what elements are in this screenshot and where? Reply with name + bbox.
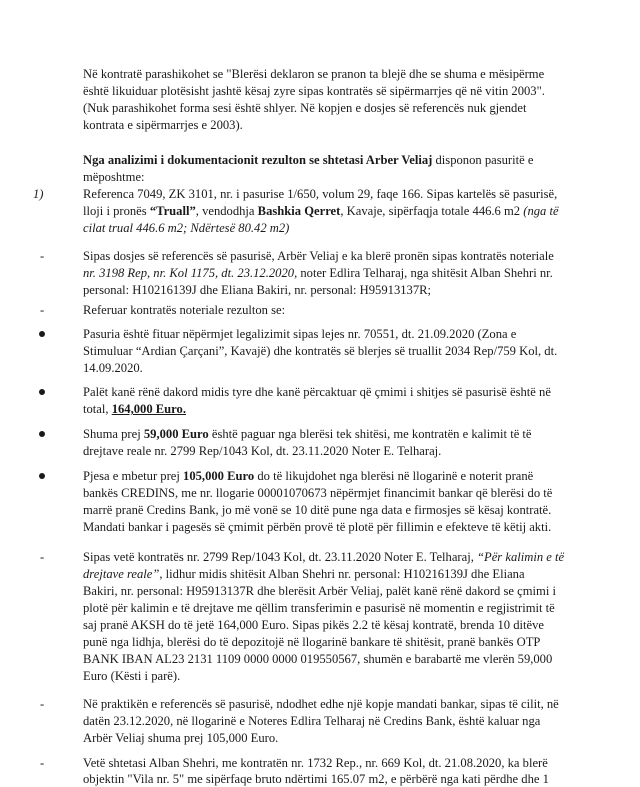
text-line: Në kontratë parashikohet se "Blerësi deklaron se pranon ta blejë dhe se shuma e mësipërme — [83, 67, 545, 81]
bold-text: “Truall” — [149, 204, 196, 218]
text-line: kontrata e sipërmarrjes e 2003). — [83, 118, 243, 132]
text-line: cilat trual 446.6 m2; Ndërtesë 80.42 m2) — [83, 221, 290, 235]
text-span: Shuma prej — [83, 427, 144, 441]
text-line — [83, 152, 533, 168]
text-line: 14.09.2020. — [83, 361, 143, 375]
text-line: BANK IBAN AL23 2131 1109 0000 0000 019550567, shumën e barabartë me vlerën 59,000 — [83, 652, 553, 666]
bold-underlined-text: 164,000 Euro. — [111, 402, 186, 416]
text-line: punë nga lidhja, blerësi do të depozitojë në llogarinë bankare të shitësit, pranë bankës OTP — [83, 635, 541, 649]
italic-text: “Për kalimin e të — [477, 550, 565, 564]
list-marker: - — [40, 249, 45, 263]
text-line: bankës CREDINS, me nr. llogarie 00001070673 nëpërmjet financimit bankar që blerësi do të — [83, 486, 553, 500]
text-span: , noter Edlira Telharaj, nga shitësit Alban Shehri nr. — [294, 266, 553, 280]
text-line: Arbër Veliaj shuma prej 105,000 Euro. — [83, 731, 279, 745]
text-line — [83, 566, 525, 582]
text-span: , Kavaje, sipërfaqja totale 446.6 m2 — [340, 204, 524, 218]
text-line: Në praktikën e referencës së pasurisë, ndodhet edhe një kopje mandati bankar, sipas të cilit, në — [83, 697, 559, 711]
text-line: datën 23.12.2020, në llogarinë e Noteres Edlira Telharaj në Credins Bank, është kaluar nga — [83, 714, 541, 728]
text-span: lloji i pronës — [83, 204, 150, 218]
text-line: plotë për kalimin e të drejtave me qëllim transferimin e pasurisë në momentin e regjistrimit të — [83, 601, 555, 615]
text-line — [83, 401, 186, 417]
bullet-icon — [39, 389, 45, 395]
bullet-icon — [39, 473, 45, 479]
text-span: total, — [83, 402, 112, 416]
bold-text: 105,000 Euro — [183, 469, 255, 483]
text-span: Pjesa e mbetur prej — [83, 469, 184, 483]
text-span: , vendodhja — [195, 204, 258, 218]
list-marker: 1) — [33, 187, 44, 201]
text-line — [83, 203, 559, 219]
text-line: objektin "Vila nr. 5" me sipërfaqe bruto ndërtimi 165.07 m2, e përbërë nga kati përdhe dhe 1 — [83, 772, 549, 786]
text-span: disponon pasuritë e — [432, 153, 534, 167]
bold-text: 59,000 Euro — [143, 427, 209, 441]
text-line: është likuiduar plotësisht jashtë kësaj zyre sipas kontratës së sipërmarrjes që në vitin 2003". — [83, 84, 545, 98]
list-marker: - — [40, 303, 45, 317]
text-line — [83, 549, 564, 565]
bold-text: Nga analizimi i dokumentacionit rezulton se shtetasi Arber Veliaj — [83, 153, 433, 167]
text-line: Vetë shtetasi Alban Shehri, me kontratën nr. 1732 Rep., nr. 669 Kol, dt. 21.08.2020, ka blerë — [83, 756, 548, 770]
text-line: Euro (Kësti i parë). — [83, 669, 181, 683]
text-line: marrë pranë Credins Bank, jo më vonë se 10 ditë pune nga data e firmosjes së kësaj kontratë. — [83, 503, 552, 517]
text-line: Pasuria është fituar nëpërmjet legalizimit sipas lejes nr. 70551, dt. 21.09.2020 (Zona e — [83, 327, 517, 341]
text-line: Sipas dosjes së referencës së pasurisë, Arbër Veliaj e ka blerë pronën sipas kontratës noteriale — [83, 249, 554, 263]
text-line — [83, 468, 533, 484]
text-span: do të likujdohet nga blerësi në llogarinë e noterit pranë — [254, 469, 534, 483]
italic-text: nr. 3198 Rep, nr. Kol 1175, dt. 23.12.2020 — [83, 266, 295, 280]
text-line: (Nuk parashikohet forma sesi është shlyer. Në kopjen e dosjes së referencës nuk gjendet — [83, 101, 527, 115]
text-line: mëposhtme: — [83, 170, 145, 184]
text-line: drejtave reale nr. 2799 Rep/1043 Kol, dt. 23.11.2020 Noter E. Telharaj. — [83, 444, 442, 458]
text-line: Referenca 7049, ZK 3101, nr. i pasurise 1/650, volum 29, faqe 166. Sipas kartelës së pasurisë, — [83, 187, 558, 201]
text-line — [83, 265, 553, 281]
bullet-icon — [39, 331, 45, 337]
text-line: saj pranë AKSH do të jetë 164,000 Euro. Sipas pikës 2.2 të kësaj kontratë, brenda 10 ditëve — [83, 618, 544, 632]
text-line: Stimuluar “Ardian Çarçani”, Kavajë) dhe kontratës së blerjes së truallit 2034 Rep/759 Kol, dt. — [83, 344, 558, 358]
italic-text: drejtave reale” — [83, 567, 160, 581]
list-marker: - — [40, 550, 45, 564]
text-line: Palët kanë rënë dakord midis tyre dhe kanë përcaktuar që çmimi i shitjes së pasurisë është në — [83, 385, 551, 399]
bullet-icon — [39, 431, 45, 437]
text-line: personal: H10216139J dhe Eliana Bakiri, nr. personal: H95913137R; — [83, 283, 432, 297]
text-line: Referuar kontratës noteriale rezulton se: — [83, 303, 286, 317]
text-line: Bakiri, nr. personal: H95913137R dhe blerësit Arbër Veliaj, palët kanë rënë dakord se çmimi i — [83, 584, 556, 598]
italic-text: (nga të — [523, 204, 559, 218]
text-line — [83, 426, 532, 442]
text-span: , lidhur midis shitësit Alban Shehri nr. personal: H10216139J dhe Eliana — [159, 567, 525, 581]
text-span: Sipas vetë kontratës nr. 2799 Rep/1043 Kol, dt. 23.11.2020 Noter E. Telharaj, — [83, 550, 478, 564]
text-span: është paguar nga blerësi tek shitësi, me kontratën e kalimit të të — [208, 427, 532, 441]
list-marker: - — [40, 756, 45, 770]
text-line: Mandati bankar i pagesës së çmimit përbën provë të plotë për fillimin e efekteve të këtij akti. — [83, 520, 552, 534]
bold-text: Bashkia Qerret — [257, 204, 341, 218]
list-marker: - — [40, 697, 45, 711]
